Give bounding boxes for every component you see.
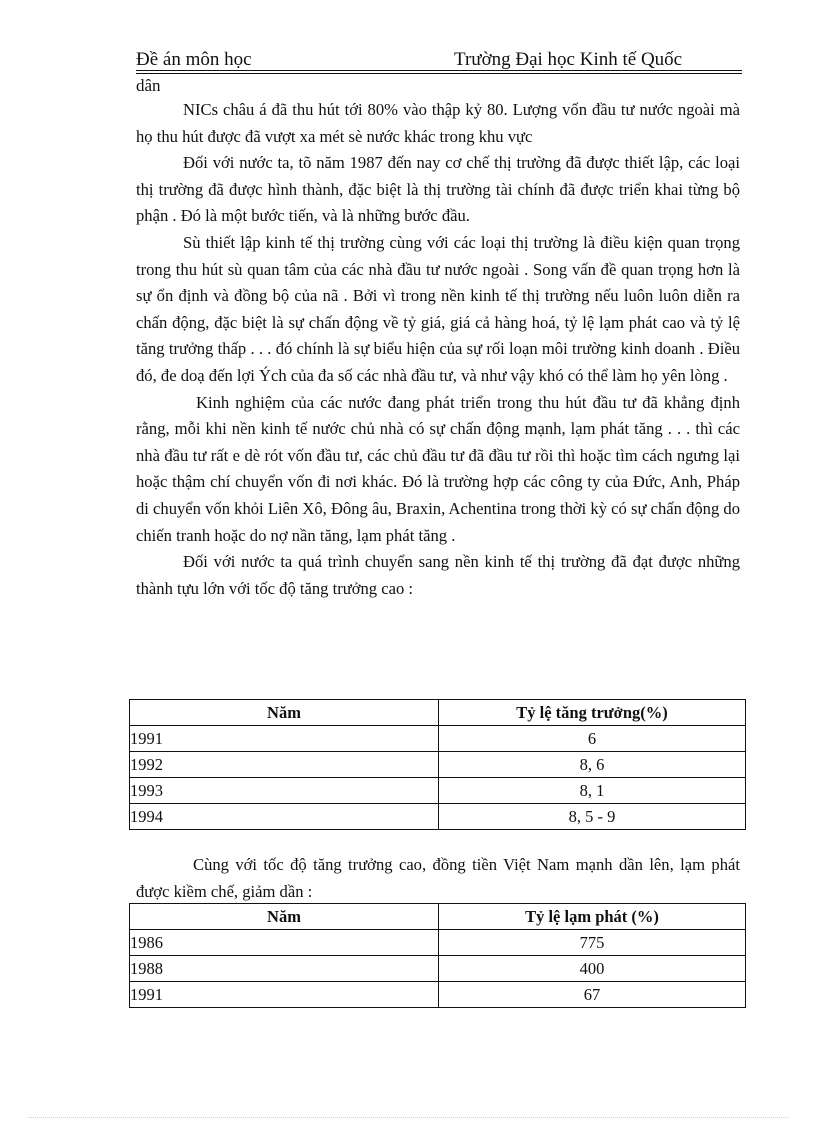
table-header-row xyxy=(130,700,746,726)
cell-year: 1994 xyxy=(130,804,439,830)
cell-year: 1986 xyxy=(130,930,439,956)
table-row xyxy=(130,956,746,982)
column-header-inflation-rate: Tỷ lệ lạm phát (%) xyxy=(439,904,746,930)
cell-year: 1991 xyxy=(130,726,439,752)
body-text xyxy=(136,97,740,602)
header-course-title: Đề án môn học xyxy=(136,49,252,70)
paragraph: NICs châu á đã thu hút tới 80% vào thập kỷ 80. Lượng vốn đầu tư nước ngoài mà họ thu hút được đã vượt xa mét sè nước khác trong khu vực xyxy=(136,100,740,146)
table-row xyxy=(130,778,746,804)
cell-value: 8, 6 xyxy=(439,752,746,778)
inflation-rate-table xyxy=(129,903,746,1008)
mid-text xyxy=(136,851,740,905)
table-row xyxy=(130,930,746,956)
paragraph: Kinh nghiệm của các nước đang phát triển trong thu hút đầu tư đã khẳng định rằng, mỗi khi nền kinh tế nước chủ nhà có sự chấn động mạnh, lạm phát tăng . . . thì các nhà đầu tư rất e dè rót vốn đầu tư, các chủ đầu tư đã đầu tư rồi thì hoặc tìm cách ngưng lại hoặc thậm chí chuyển vốn đi nơi khác. Đó là trường hợp các công ty của Đức, Anh, Pháp di chuyển vốn khỏi Liên Xô, Đông âu, Braxin, Achentina trong thời kỳ có sự chấn động do chiến tranh hoặc do nợ nần tăng, lạm phát tăng . xyxy=(136,392,740,545)
cell-year: 1993 xyxy=(130,778,439,804)
cell-value: 775 xyxy=(439,930,746,956)
table-row xyxy=(130,982,746,1008)
growth-rate-table xyxy=(129,699,746,830)
cell-year: 1991 xyxy=(130,982,439,1008)
table-row xyxy=(130,726,746,752)
column-header-year: Năm xyxy=(130,904,439,930)
cell-year: 1992 xyxy=(130,752,439,778)
paragraph: Cùng với tốc độ tăng trưởng cao, đồng tiền Việt Nam mạnh dần lên, lạm phát được kiềm chế, giảm dần : xyxy=(136,855,740,901)
column-header-year: Năm xyxy=(130,700,439,726)
header-university-continuation: dân xyxy=(136,76,161,95)
cell-value: 8, 1 xyxy=(439,778,746,804)
paragraph: Sù thiết lập kinh tế thị trường cùng với các loại thị trường là điều kiện quan trọng trong thu hút sù quan tâm của các nhà đầu tư nước ngoài . Song vấn đề quan trọng hơn là sự ổn định và đồng bộ của nã . Bởi vì trong nền kinh tế thị trường nếu luôn luôn diễn ra chấn động, đặc biệt là sự chấn động về tỷ giá, giá cả hàng hoá, tỷ lệ lạm phát cao và tỷ lệ tăng trưởng thấp . . . đó chính là sự biểu hiện của sự rối loạn môi trường kinh doanh . Điều đó, đe doạ đến lợi Ých của đa số các nhà đầu tư, và như vậy khó có thể làm họ yên lòng . xyxy=(136,232,740,385)
paragraph: Đối với nước ta, tõ năm 1987 đến nay cơ chế thị trường đã được thiết lập, các loại thị trường đã được hình thành, đặc biệt là thị trường tài chính đã được triển khai từng bộ phận . Đó là một bước tiến, và là những bước đầu. xyxy=(136,153,740,226)
cell-value: 400 xyxy=(439,956,746,982)
header-rule-bottom xyxy=(136,73,742,74)
cell-value: 67 xyxy=(439,982,746,1008)
cell-year: 1988 xyxy=(130,956,439,982)
cell-value: 8, 5 - 9 xyxy=(439,804,746,830)
header-university: Trường Đại học Kinh tế Quốc xyxy=(454,49,683,70)
paragraph: Đối với nước ta quá trình chuyển sang nền kinh tế thị trường đã đạt được những thành tựu lớn với tốc độ tăng trưởng cao : xyxy=(136,552,740,598)
table-row xyxy=(130,752,746,778)
cell-value: 6 xyxy=(439,726,746,752)
header-rule-top xyxy=(136,70,742,71)
page-bottom-divider xyxy=(28,1117,788,1118)
table-row xyxy=(130,804,746,830)
column-header-growth-rate: Tỷ lệ tăng trưởng(%) xyxy=(439,700,746,726)
table-header-row xyxy=(130,904,746,930)
